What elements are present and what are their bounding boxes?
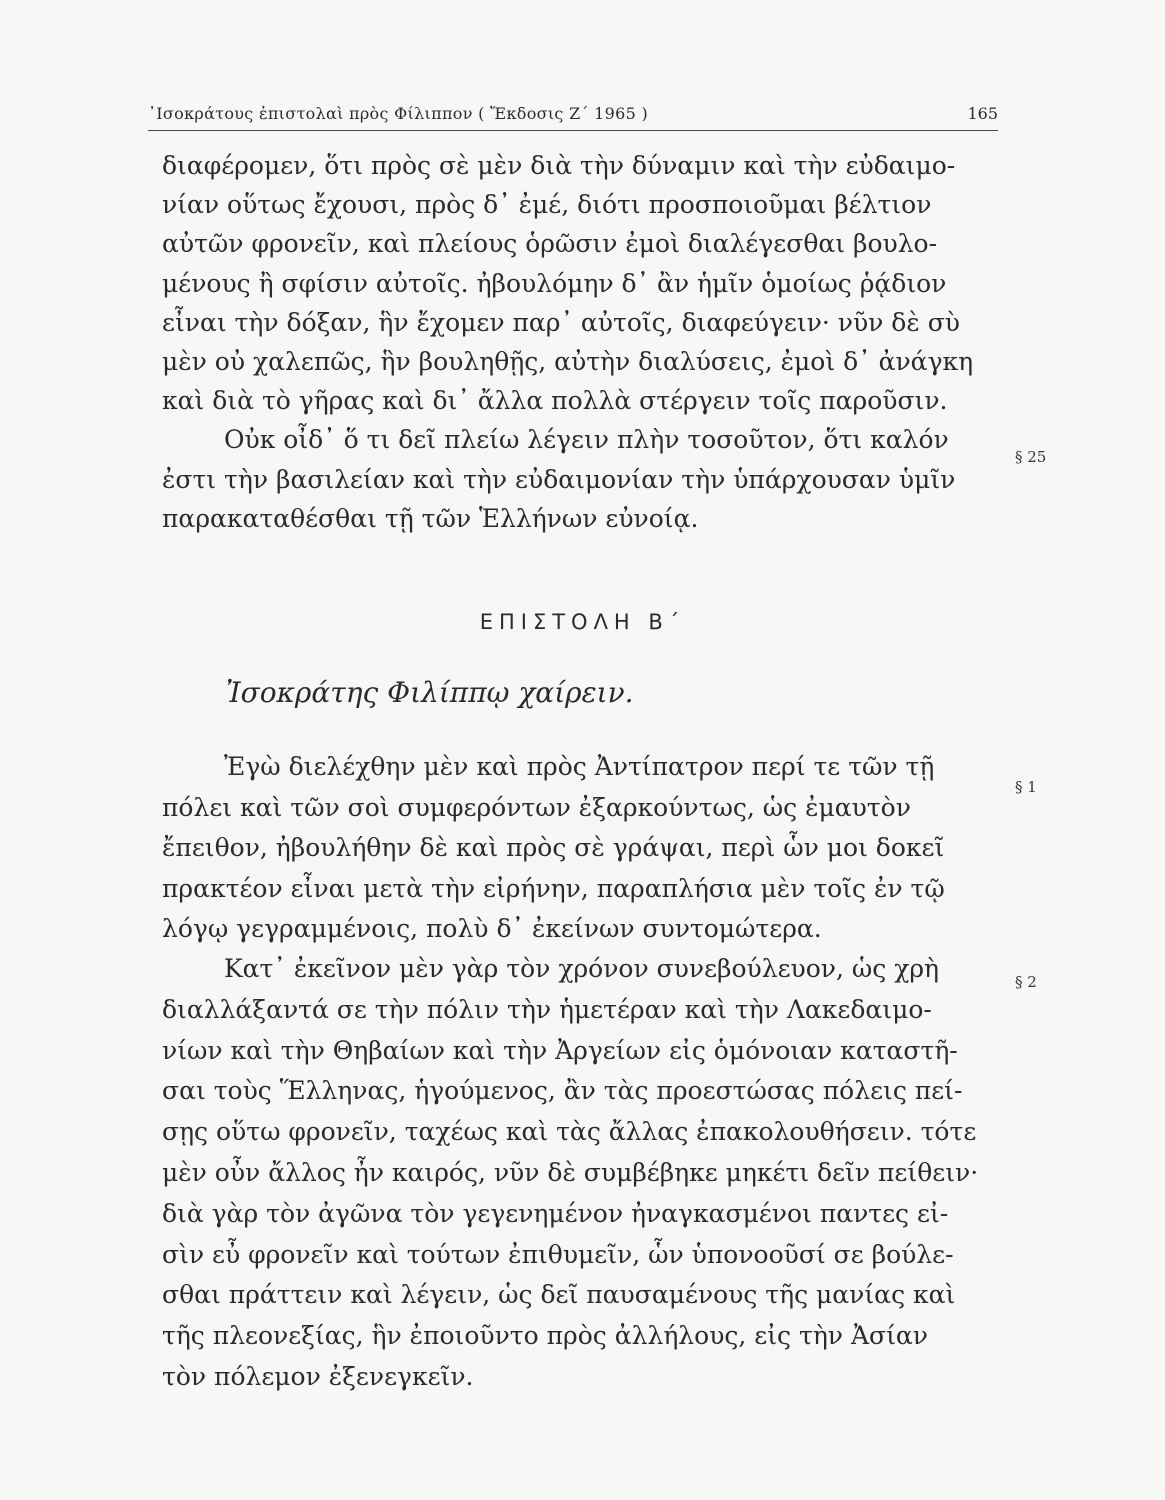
- text-line: καὶ διὰ τὸ γῆρας καὶ δι᾿ ἄλλα πολλὰ στέργειν τοῖς παροῦσιν.: [162, 386, 948, 416]
- text-line: σὶν εὖ φρονεῖν καὶ τούτων ἐπιθυμεῖν, ὧν ὑπονοοῦσί σε βούλε-: [162, 1239, 954, 1269]
- text-line: πόλει καὶ τῶν σοὶ συμφερόντων ἐξαρκούντως, ὡς ἐμαυτὸν: [162, 792, 911, 822]
- text-line: εἶναι τὴν δόξαν, ἣν ἔχομεν παρ᾿ αὐτοῖς, διαφεύγειν· νῦν δὲ σὺ: [162, 307, 960, 337]
- salutation: Ἰσοκράτης Φιλίππῳ χαίρειν.: [226, 676, 634, 709]
- text-line: ἔπειθον, ἠβουλήθην δὲ καὶ πρὸς σὲ γράψαι, περὶ ὧν μοι δοκεῖ: [162, 833, 945, 862]
- text-line: διὰ γὰρ τὸν ἀγῶνα τὸν γεγενημένον ἠναγκασμένοι παντες εἰ-: [162, 1198, 949, 1228]
- text-line: τὸν πόλεμον ἐξενεγκεῖν.: [162, 1361, 474, 1391]
- text-line: Κατ᾿ ἐκεῖνον μὲν γὰρ τὸν χρόνον συνεβούλευον, ὡς χρὴ: [224, 954, 940, 983]
- running-title: ᾿Ισοκράτους ἐπιστολαὶ πρὸς Φίλιππον ( Ἔκδοσις Ζ΄ 1965 ): [148, 104, 649, 123]
- page-number: 165: [967, 104, 998, 123]
- text-line: τῆς πλεονεξίας, ἣν ἐποιοῦντο πρὸς ἀλλήλους, εἰς τὴν Ἀσίαν: [162, 1321, 928, 1351]
- text-line: αὐτῶν φρονεῖν, καὶ πλείους ὁρῶσιν ἐμοὶ διαλέγεσθαι βουλο-: [162, 229, 938, 259]
- paragraph-closing: [162, 146, 992, 420]
- text-line: πρακτέον εἶναι μετὰ τὴν εἰρήνην, παραπλήσια μὲν τοῖς ἐν τῷ: [162, 873, 945, 903]
- text-line: σῃς οὕτω φρονεῖν, ταχέως καὶ τὰς ἄλλας ἐπακολουθήσειν. τότε: [162, 1117, 977, 1147]
- text-line: μὲν οὖν ἄλλος ἦν καιρός, νῦν δὲ συμβέβηκε μηκέτι δεῖν πείθειν·: [162, 1157, 979, 1187]
- text-line: διαφέρομεν, ὅτι πρὸς σὲ μὲν διὰ τὴν δύναμιν καὶ τὴν εὐδαιμο-: [162, 151, 956, 180]
- text-line: νίαν οὕτως ἔχουσι, πρὸς δ᾿ ἐμέ, διότι προσποιοῦμαι βέλτιον: [162, 190, 932, 220]
- paragraph-2: [162, 949, 992, 1398]
- text-line: διαλλάξαντά σε τὴν πόλιν τὴν ἡμετέραν καὶ τὴν Λακεδαιμο-: [162, 994, 932, 1024]
- paragraph-1: [162, 747, 992, 950]
- letter-heading: ΕΠΙΣΤΟΛΗ Β΄: [479, 610, 686, 634]
- running-header: [148, 100, 998, 131]
- text-line: νίων καὶ τὴν Θηβαίων καὶ τὴν Ἀργείων εἰς ὁμόνοιαν καταστῆ-: [162, 1035, 958, 1065]
- text-line: Ἐγὼ διελέχθην μὲν καὶ πρὸς Ἀντίπατρον περί τε τῶν τῇ: [224, 752, 935, 781]
- text-line: παρακαταθέσθαι τῇ τῶν Ἑλλήνων εὐνοίᾳ.: [162, 503, 699, 533]
- text-line: λόγῳ γεγραμμένοις, πολὺ δ᾿ ἐκείνων συντομώτερα.: [162, 914, 822, 943]
- text-line: μένους ἢ σφίσιν αὐτοῖς. ἠβουλόμην δ᾿ ἂν ἡμῖν ὁμοίως ῥᾴδιον: [162, 268, 947, 298]
- continued-text: [162, 146, 992, 538]
- text-line: μὲν οὐ χαλεπῶς, ἣν βουληθῇς, αὐτὴν διαλύσεις, ἐμοὶ δ᾿ ἀνάγκη: [162, 347, 974, 377]
- section-marker: § 1: [1015, 778, 1037, 796]
- text-line: ἐστι τὴν βασιλείαν καὶ τὴν εὐδαιμονίαν τὴν ὑπάρχουσαν ὑμῖν: [162, 464, 956, 494]
- text-line: σαι τοὺς Ἕλληνας, ἡγούμενος, ἂν τὰς προεστώσας πόλεις πεί-: [162, 1076, 963, 1106]
- text-line: Οὐκ οἶδ᾿ ὅ τι δεῖ πλείω λέγειν πλὴν τοσοῦτον, ὅτι καλόν: [224, 425, 949, 455]
- section-marker: § 2: [1015, 973, 1037, 991]
- paragraph-25: [162, 420, 992, 538]
- section-marker: § 25: [1015, 448, 1047, 466]
- text-line: σθαι πράττειν καὶ λέγειν, ὡς δεῖ παυσαμένους τῆς μανίας καὶ: [162, 1280, 956, 1310]
